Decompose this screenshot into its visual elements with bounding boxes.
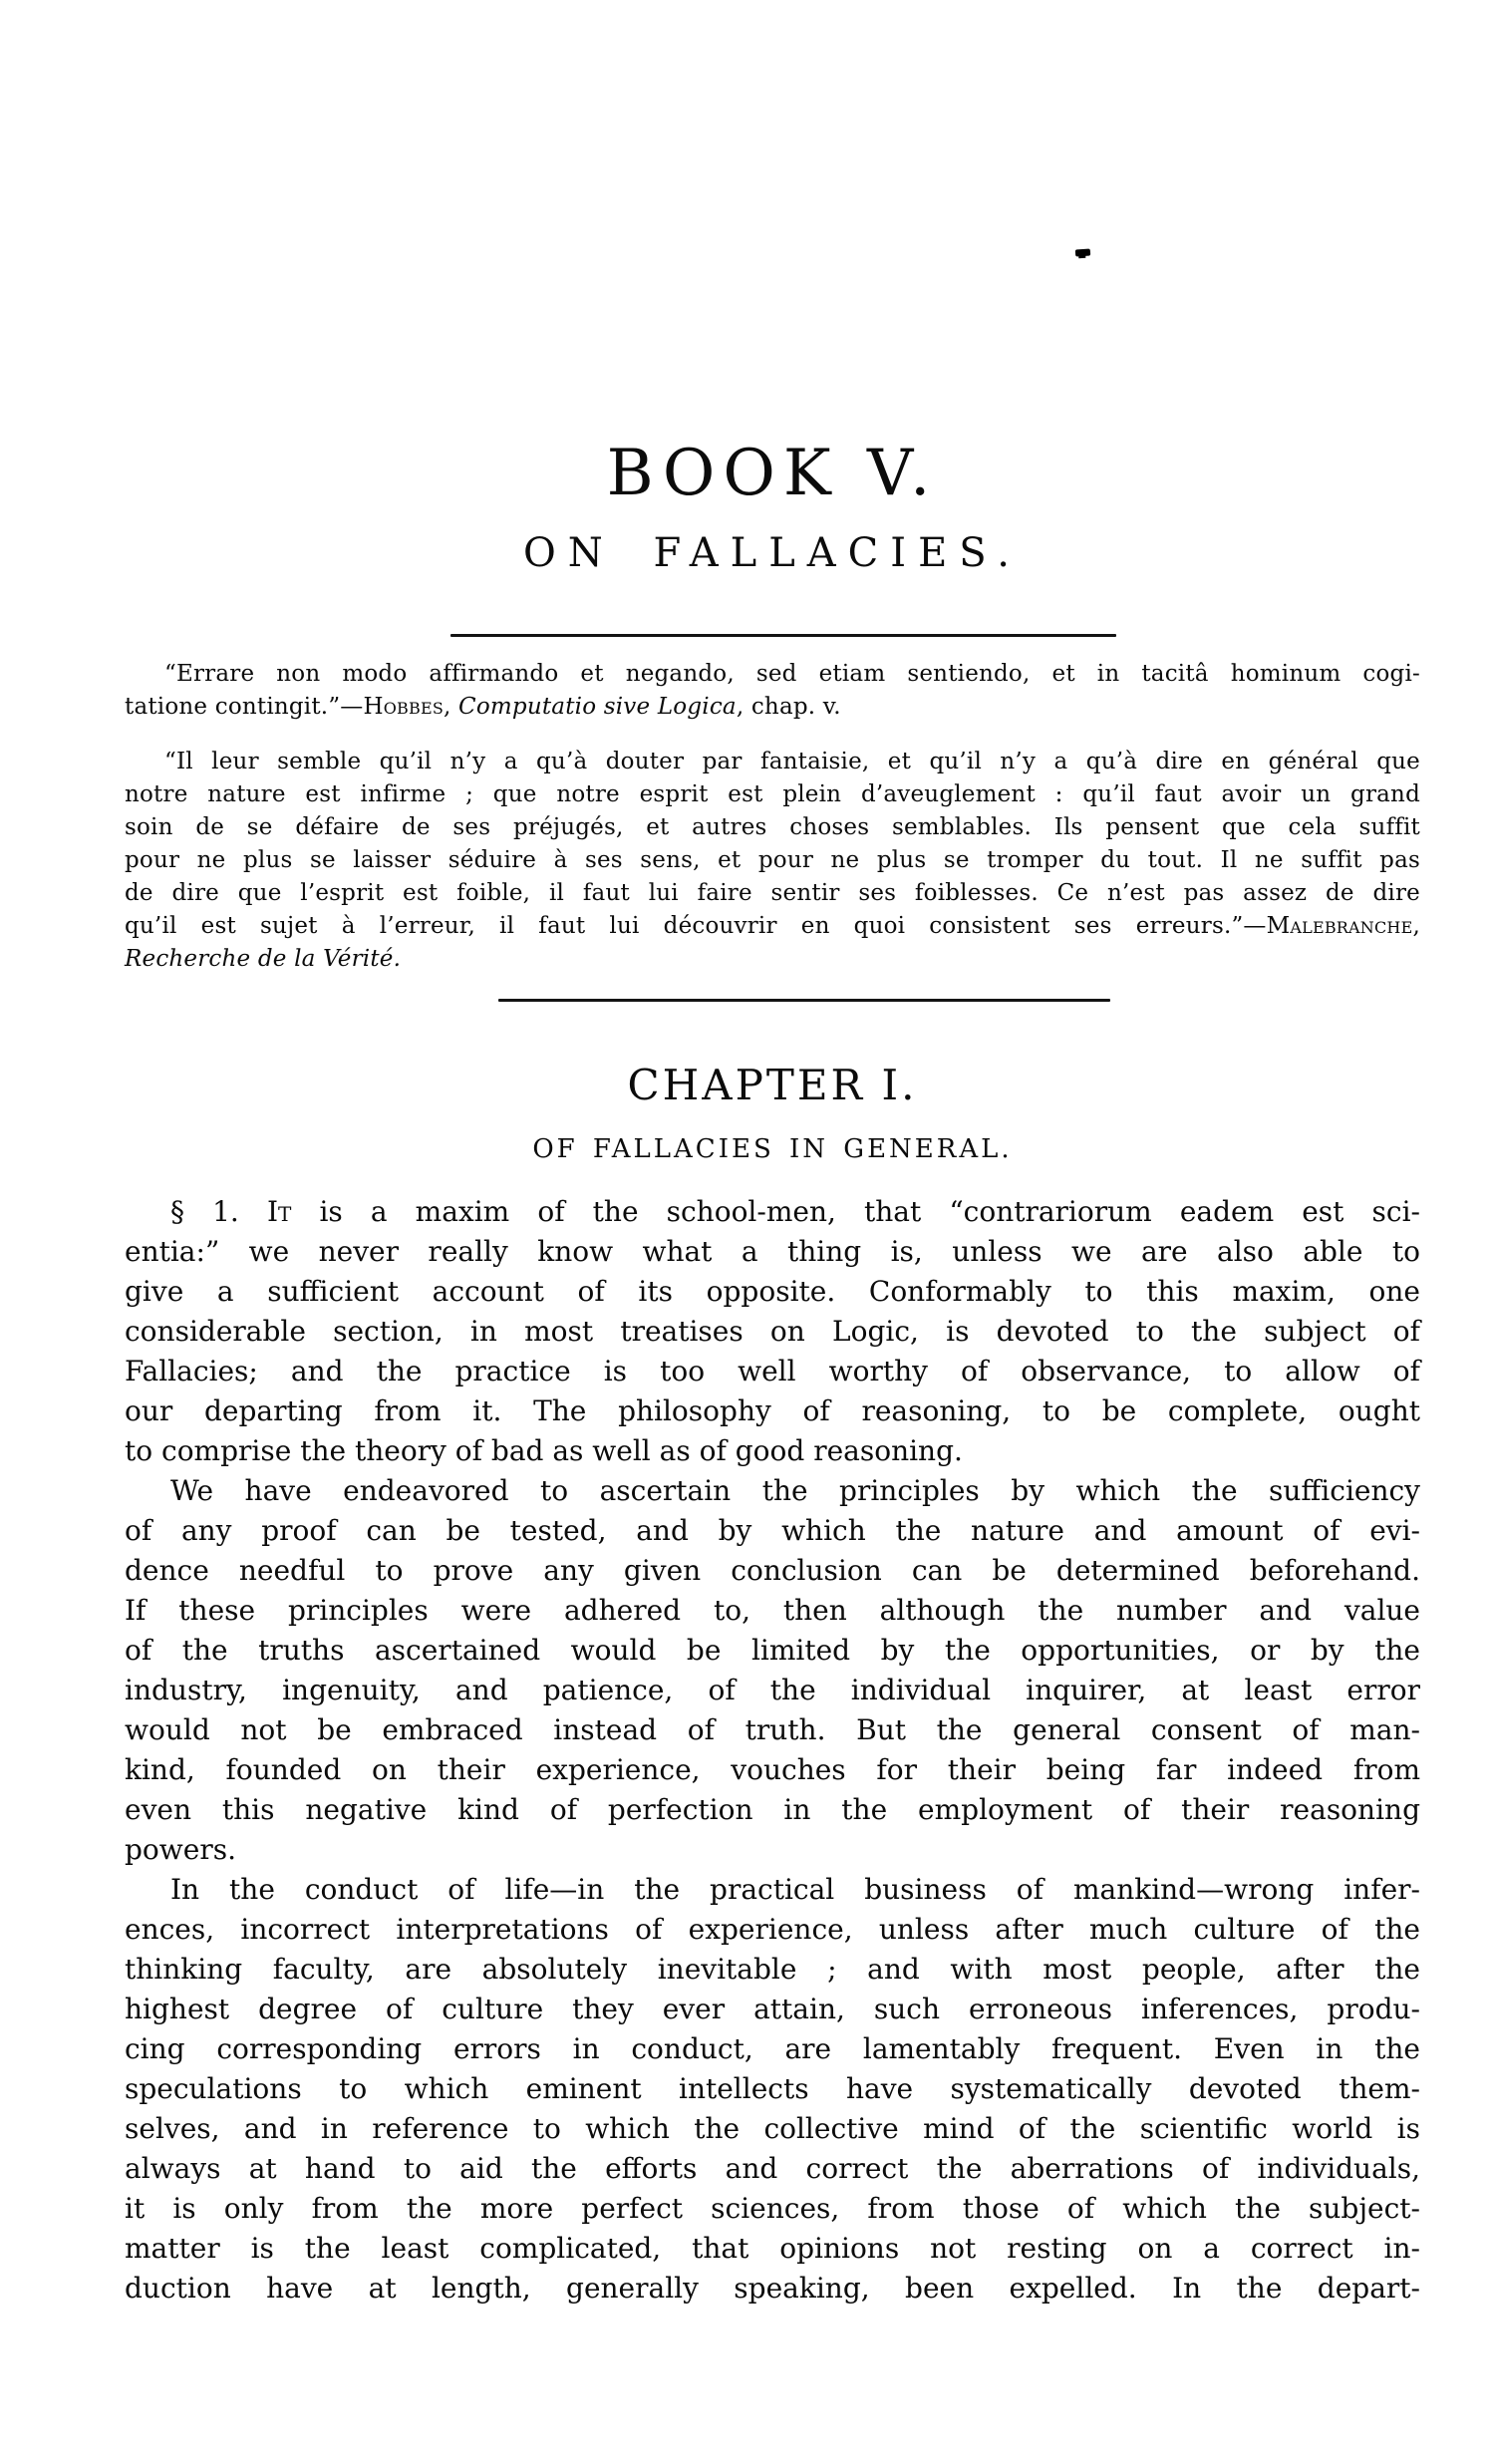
text-line (125, 1511, 1420, 1551)
text-line (125, 2109, 1420, 2149)
text-line (125, 1272, 1420, 1312)
text-run: considerable section, in most treatises on Logic, is devoted to the subject of (125, 1315, 1420, 1348)
text-run: de dire que l’esprit est foible, il faut lui faire sentir ses foiblesses. Ce n’est pas assez de dire (125, 880, 1420, 906)
text-run: is a maxim of the school-men, that “contrariorum eadem est sci- (291, 1195, 1421, 1228)
text-run: It (266, 1195, 292, 1228)
text-run: pour ne plus se laisser séduire à ses sens, et pour ne plus se tromper du tout. Il ne suffit pas (125, 847, 1420, 873)
text-run: our departing from it. The philosophy of reasoning, to be complete, ought (125, 1394, 1420, 1427)
text-run: Recherche de la Vérité. (125, 946, 402, 972)
text-line (125, 811, 1420, 844)
text-run: would not be embraced instead of truth. But the general consent of man- (125, 1713, 1420, 1746)
text-line (125, 1232, 1420, 1272)
text-run: Computatio sive Logica (458, 694, 737, 720)
text-line (125, 2069, 1420, 2109)
text-line (125, 2149, 1420, 2189)
text-run: , (1412, 913, 1420, 939)
text-run: even this negative kind of perfection in the employment of their reasoning (125, 1793, 1420, 1826)
text-line (125, 910, 1420, 943)
text-run: Hobbes (363, 694, 445, 720)
text-run: give a sufficient account of its opposite. Conformably to this maxim, one (125, 1275, 1420, 1308)
text-line (125, 1551, 1420, 1591)
text-line (125, 778, 1420, 811)
text-line (125, 1790, 1420, 1830)
text-run: selves, and in reference to which the collective mind of the scientific world is (125, 2112, 1420, 2145)
text-run: cing corresponding errors in conduct, are lamentably frequent. Even in the (125, 2032, 1420, 2065)
text-run: thinking faculty, are absolutely inevitable ; and with most people, after the (125, 1953, 1420, 1986)
text-run: , chap. v. (736, 694, 841, 720)
text-line (125, 2269, 1420, 2309)
book-heading: BOOK V. (606, 437, 939, 510)
text-line (125, 1312, 1420, 1352)
divider-rule-chapter (498, 999, 1110, 1002)
text-run: “Errare non modo affirmando et negando, sed etiam sentiendo, et in tacitâ hominum cogi- (164, 661, 1420, 687)
text-run: entia:” we never really know what a thing is, unless we are also able to (125, 1235, 1420, 1268)
text-run: dence needful to prove any given conclusion can be determined beforehand. (125, 1554, 1420, 1587)
text-run: powers. (125, 1833, 236, 1866)
text-line (125, 691, 1420, 724)
text-run: duction have at length, generally speaking, been expelled. In the depart- (125, 2272, 1420, 2305)
text-line (125, 1671, 1420, 1710)
body-paragraph-2 (125, 1471, 1420, 1870)
text-run: In the conduct of life—in the practical business of mankind—wrong infer- (170, 1873, 1420, 1906)
divider-rule-top (450, 634, 1116, 637)
text-run: , (444, 694, 459, 720)
body-paragraph-3 (125, 1870, 1420, 2309)
chapter-subheading: OF FALLACIES IN GENERAL. (532, 1134, 1013, 1164)
text-line (125, 1710, 1420, 1750)
text-run: qu’il est sujet à l’erreur, il faut lui découvrir en quoi consistent ses erreurs.”— (125, 913, 1267, 939)
text-line (125, 1910, 1420, 1950)
text-line (125, 877, 1420, 910)
text-run: of the truths ascertained would be limited by the opportunities, or by the (125, 1634, 1420, 1667)
text-line (125, 1471, 1420, 1511)
ink-smudge-mark (1075, 248, 1090, 256)
text-run: § 1. (170, 1195, 267, 1228)
text-run: Malebranche (1266, 913, 1413, 939)
text-line (125, 1391, 1420, 1431)
text-line (125, 1990, 1420, 2029)
text-run: it is only from the more perfect sciences, from those of which the subject- (125, 2192, 1420, 2225)
text-run: to comprise the theory of bad as well as of good reasoning. (125, 1434, 963, 1467)
text-line (125, 1192, 1420, 1232)
text-line (125, 1950, 1420, 1990)
epigraph-hobbes (125, 658, 1420, 724)
body-paragraph-1 (125, 1192, 1420, 1471)
text-line (125, 1591, 1420, 1631)
text-run: soin de se défaire de ses préjugés, et autres choses semblables. Ils pensent que cela suffit (125, 814, 1420, 840)
subject-heading: ON FALLACIES. (523, 530, 1022, 576)
text-line (125, 658, 1420, 691)
text-line (125, 746, 1420, 778)
text-run: kind, founded on their experience, vouches for their being far indeed from (125, 1753, 1420, 1786)
text-line (125, 1352, 1420, 1391)
text-run: notre nature est infirme ; que notre esprit est plein d’aveuglement : qu’il faut avoir un grand (125, 781, 1420, 807)
text-run: always at hand to aid the efforts and correct the aberrations of individuals, (125, 2152, 1420, 2185)
text-line (125, 1830, 1420, 1870)
text-run: If these principles were adhered to, then although the number and value (125, 1594, 1420, 1627)
text-line (125, 943, 1420, 976)
chapter-heading: CHAPTER I. (627, 1061, 918, 1109)
text-run: We have endeavored to ascertain the principles by which the sufficiency (170, 1474, 1420, 1507)
text-run: speculations to which eminent intellects have systematically devoted them- (125, 2072, 1420, 2105)
text-run: highest degree of culture they ever attain, such erroneous inferences, produ- (125, 1993, 1420, 2025)
epigraph-malebranche (125, 746, 1420, 976)
text-run: Fallacies; and the practice is too well worthy of observance, to allow of (125, 1355, 1420, 1387)
text-run: tatione contingit.”— (125, 694, 364, 720)
text-run: industry, ingenuity, and patience, of the individual inquirer, at least error (125, 1674, 1420, 1706)
text-run: ences, incorrect interpretations of experience, unless after much culture of the (125, 1913, 1420, 1946)
text-line (125, 844, 1420, 877)
text-line (125, 2189, 1420, 2229)
text-run: matter is the least complicated, that opinions not resting on a correct in- (125, 2232, 1420, 2265)
text-line (125, 1431, 1420, 1471)
text-line (125, 2229, 1420, 2269)
text-line (125, 1870, 1420, 1910)
text-run: of any proof can be tested, and by which the nature and amount of evi- (125, 1514, 1420, 1547)
text-line (125, 1631, 1420, 1671)
body-text (125, 1192, 1420, 2309)
text-line (125, 2029, 1420, 2069)
text-run: “Il leur semble qu’il n’y a qu’à douter par fantaisie, et qu’il n’y a qu’à dire en général que (164, 749, 1420, 774)
text-line (125, 1750, 1420, 1790)
